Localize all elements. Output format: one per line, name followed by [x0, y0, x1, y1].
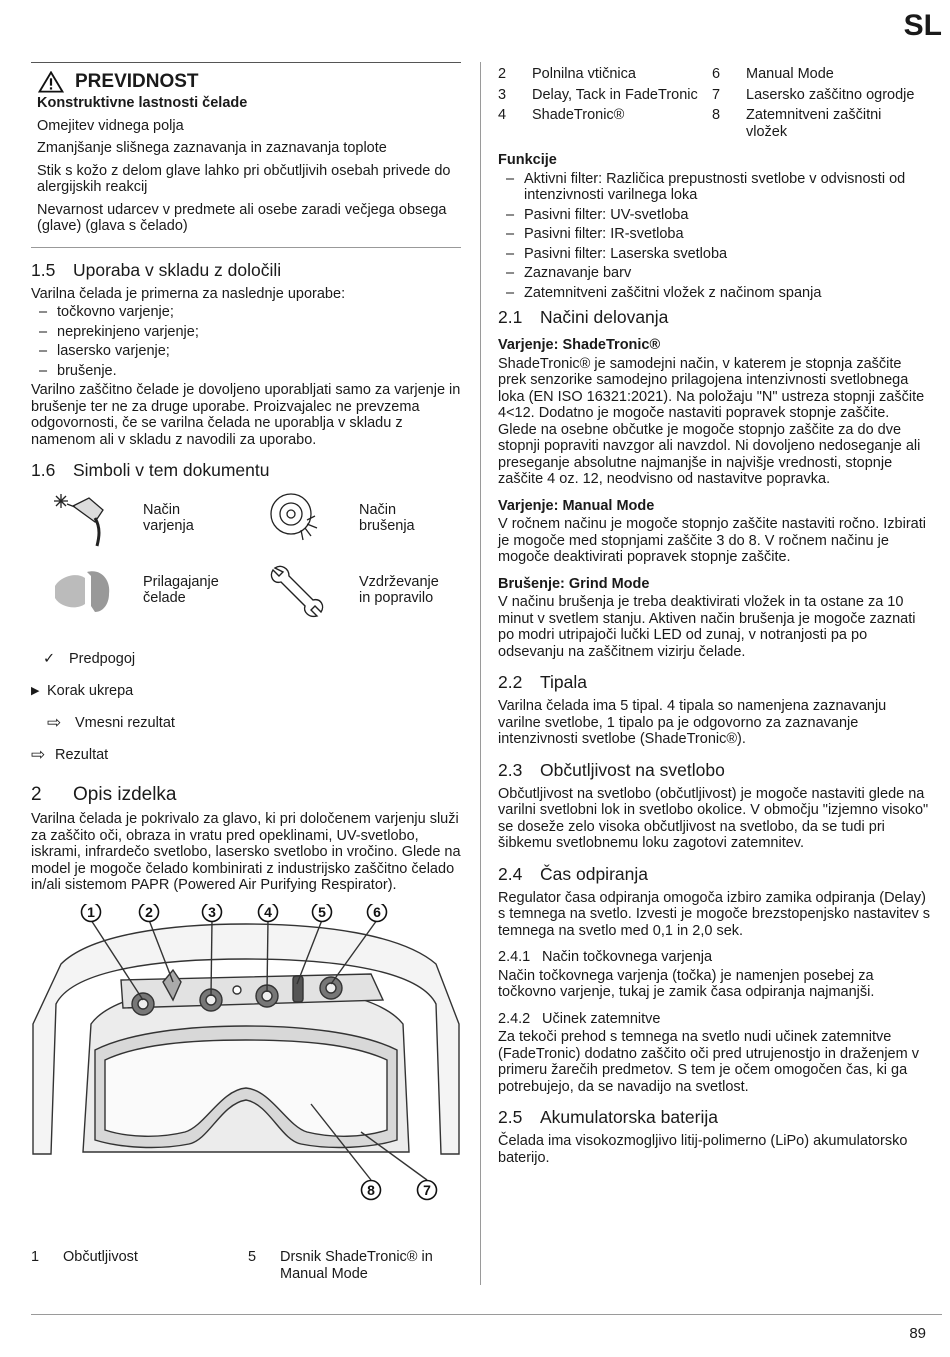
svg-text:2: 2	[145, 903, 153, 920]
callout-4	[259, 904, 278, 922]
subheading: Varjenje: ShadeTronic®	[498, 337, 661, 353]
part-label: Delay, Tack in FadeTronic	[532, 86, 698, 103]
list-item: – lasersko varjenje;	[31, 343, 461, 360]
part-number: 8	[712, 107, 721, 123]
welding-torch-icon	[51, 488, 115, 548]
section-heading: 2.5 Akumulatorska baterija	[498, 1107, 718, 1127]
list-item: – Zaznavanje barv	[498, 265, 930, 282]
callout-3	[203, 904, 222, 922]
list-item: – točkovno varjenje;	[31, 304, 461, 321]
svg-text:7: 7	[423, 1181, 431, 1198]
callout-8	[362, 1180, 381, 1199]
uses-list	[31, 304, 461, 379]
section-heading: 1.5 Uporaba v skladu z določili	[31, 259, 282, 280]
list-item: – neprekinjeno varjenje;	[31, 324, 461, 341]
right-column	[498, 66, 930, 1168]
caution-item: Omejitev vidnega polja	[37, 117, 184, 134]
callout-6	[368, 904, 387, 922]
part-number: 7	[712, 86, 721, 103]
symbol-label: Način varjenja	[143, 501, 194, 534]
caution-item: Zmanjšanje slišnega zaznavanja in zaznavanja toplote	[37, 140, 387, 156]
caution-item: Stik s kožo z delom glave lahko pri občutljivih osebah privede do alergijskih reakcij	[37, 162, 451, 195]
arrow-right-outline-icon: ⇨	[47, 712, 62, 732]
paragraph: Regulator časa odpiranja omogoča izbiro zamika odpiranja (Delay) s temnega na svetlo. Izvesti je mogoče brezstopenjsko nastavitev s temnega na svetlo med 0,1 in 2,0 sek.	[498, 889, 930, 939]
symbol-grid	[31, 488, 461, 633]
svg-text:3: 3	[208, 903, 216, 920]
symbol-legend	[31, 643, 461, 771]
paragraph: Za tekoči prehod s temnega na svetlo nudi učinek zatemnitve (FadeTronic) dodatno zaščito oči pred utrujenostjo in draženjem v primeru žarečih predmetov. S tem je očem omogočen čas, ki ga potrebujejo, da se navadijo na svetlost.	[498, 1029, 919, 1095]
symbol-grinding	[267, 488, 449, 548]
part-label: Zatemnitveni zaščitni vložek	[746, 107, 882, 140]
subsection-heading: 2.4.2 Učinek zatemnitve	[498, 1010, 661, 1027]
caution-item: Nevarnost udarcev v predmete ali osebe zaradi večjega obsega (glave) (glava s čelado)	[37, 201, 447, 234]
section-heading: 2 Opis izdelka	[31, 784, 177, 805]
caution-subtitle: Konstruktivne lastnosti čelade	[37, 95, 248, 111]
paragraph: V ročnem načinu je mogoče stopnjo zaščite nastaviti ročno. Izbirati je mogoče med stopnjami zaščite 3 do 8. V ročnem načinu je mogoče deaktivirati popravek stopnje zaščite.	[498, 516, 926, 565]
section-heading: 2.2 Tipala	[498, 672, 588, 692]
paragraph: Občutljivost na svetlobo (občutljivost) je mogoče nastaviti glede na varilni svetlobni lok in svetlobo okolice. V območju "izjemno visoko" se doseže zelo visoka občutljivost na svetlobo, da se tudi pri šibkemu svetlobnemu loku zagotovi zatemnitev.	[498, 785, 929, 851]
svg-text:6: 6	[373, 903, 381, 920]
part-number: 6	[712, 66, 721, 82]
paragraph: Čelada ima visokozmogljivo litij-polimerno (LiPo) akumulatorsko baterijo.	[498, 1133, 908, 1166]
subheading: Varjenje: Manual Mode	[498, 497, 655, 514]
list-item: – Aktivni filter: Različica prepustnosti svetlobe v odvisnosti od intenzivnosti varilnega loka	[498, 171, 930, 204]
svg-text:1: 1	[87, 903, 95, 920]
functions-list	[498, 171, 930, 302]
part-number: 1	[31, 1249, 40, 1265]
list-item: – Pasivni filter: Laserska svetloba	[498, 246, 930, 263]
warning-triangle-icon	[37, 71, 65, 93]
helmet-diagram	[31, 904, 461, 1226]
list-item: – Pasivni filter: UV-svetloba	[498, 207, 930, 224]
part-label: ShadeTronic®	[532, 107, 625, 123]
check-icon: ✓	[43, 650, 56, 667]
symbol-helmet	[51, 560, 233, 620]
helmet-fitting-icon	[51, 560, 115, 620]
paragraph: Varilna čelada je pokrivalo za glavo, ki pri določenem varjenju služi za zaščito oči, obraza in vratu pred opeklinami, UV-svetlobo, iskrami, infrardečo svetlobo, lasersko svetlobo in vročino. Glede na model je mogoče čelado kombinirati z industrijsko zaščitno čelado in/ali sistemom PAPR (Powered Air Purifying Respirator).	[31, 811, 461, 893]
part-label: Polnilna vtičnica	[532, 66, 636, 82]
subsection-heading: 2.4.1 Način točkovnega varjenja	[498, 949, 713, 965]
part-number: 3	[498, 86, 507, 103]
parts-list-left	[31, 1249, 461, 1282]
paragraph: ShadeTronic® je samodejni način, v katerem je stopnja zaščite prek senzorike samodejno prilagojena intenzivnosti svetlobnega loka (EN ISO 16321:2021). Na položaju "N" ustreza stopnji zaščite 4<12. Dodatno je mogoče nastaviti popravek stopnje zaščite. Glede na osebne občutke je mogoče stopnjo zaščite za do dve stopnji popraviti navzgor ali navzdol. Ni dovoljeno nedoseganje ali preseganje absolutne najmanjše in najvišje vrednosti, stopnje zaščite 4 oz. 12, neodvisno od nastavitve popravka.	[498, 355, 925, 487]
part-number: 2	[498, 66, 507, 82]
grinding-disc-icon	[267, 488, 331, 548]
callout-1	[82, 904, 101, 922]
section-heading: 2.3 Občutljivost na svetlobo	[498, 759, 725, 780]
paragraph: Varilno zaščitno čelade je dovoljeno uporabljati samo za varjenje in brušenje ter ne za druge uporabe. Proizvajalec ne prevzema odgovornosti, če se varilna čelada ne uporablja v skladu z namenom ali v skladu z navodili za uporabo.	[31, 382, 461, 448]
wrench-icon	[267, 560, 331, 620]
symbol-maintenance	[267, 560, 449, 620]
symbol-welding	[51, 488, 233, 548]
callout-5	[313, 904, 332, 922]
list-item: – Zatemnitveni zaščitni vložek z načinom spanja	[498, 285, 930, 302]
symbol-label: Vzdrževanje in popravilo	[359, 573, 439, 606]
callout-7	[418, 1180, 437, 1199]
column-divider	[480, 62, 481, 1285]
symbol-label: Način brušenja	[359, 501, 415, 534]
part-label: Lasersko zaščitno ogrodje	[746, 86, 915, 103]
parts-list-right	[498, 66, 930, 140]
paragraph: Varilna čelada ima 5 tipal. 4 tipala so namenjena zaznavanju varilne svetlobe, 1 tipalo pa je odgovorno za zaznavanje intenzivnosti svetlobe (ShadeTronic®).	[498, 698, 887, 747]
footer-rule	[31, 1314, 942, 1315]
left-column	[31, 62, 461, 1226]
triangle-right-icon: ▶	[31, 684, 40, 697]
part-label: Občutljivost	[63, 1249, 138, 1265]
list-item: – Pasivni filter: IR-svetloba	[498, 226, 930, 243]
callout-2	[140, 904, 159, 922]
svg-text:8: 8	[367, 1181, 375, 1198]
language-code: SL	[903, 9, 942, 42]
part-label: Drsnik ShadeTronic® in Manual Mode	[280, 1249, 433, 1282]
symbol-label: Prilagajanje čelade	[143, 573, 219, 606]
caution-header	[37, 71, 461, 93]
legend-result: ⇨ Rezultat	[31, 744, 109, 764]
helmet-illustration	[31, 904, 461, 1226]
section-heading: 1.6 Simboli v tem dokumentu	[31, 460, 270, 480]
section-heading: 2.4 Čas odpiranja	[498, 863, 648, 884]
arrow-right-outline-icon: ⇨	[31, 744, 46, 764]
part-number: 4	[498, 107, 507, 123]
part-label: Manual Mode	[746, 66, 834, 82]
legend-interim: ⇨ Vmesni rezultat	[47, 712, 175, 732]
svg-text:4: 4	[264, 903, 272, 920]
legend-precondition: ✓ Predpogoj	[43, 650, 136, 667]
subheading: Brušenje: Grind Mode	[498, 575, 650, 592]
list-item: – brušenje.	[31, 363, 461, 380]
legend-step: ▶ Korak ukrepa	[31, 682, 134, 699]
paragraph: V načinu brušenja je treba deaktivirati vložek in ta ostane za 10 minut v svetlem stanju. Aktiven način brušenja je mogoče zaznati po modri utripajoči lučki LED od zunaj, v notranjosti pa po odsevanju na zaščitnem vizirju čelade.	[498, 594, 916, 660]
section-heading: 2.1 Načini delovanja	[498, 307, 669, 327]
functions-heading: Funkcije	[498, 152, 557, 168]
paragraph: Varilna čelada je primerna za naslednje uporabe:	[31, 285, 346, 302]
paragraph: Način točkovnega varjenja (točka) je namenjen posebej za točkovno varjenje, tukaj je zamik časa odpiranja najmanjši.	[498, 967, 875, 1000]
part-number: 5	[248, 1249, 257, 1265]
svg-text:5: 5	[318, 903, 326, 920]
caution-title: PREVIDNOST	[75, 71, 199, 92]
page-number: 89	[909, 1325, 926, 1342]
caution-box	[31, 62, 461, 248]
